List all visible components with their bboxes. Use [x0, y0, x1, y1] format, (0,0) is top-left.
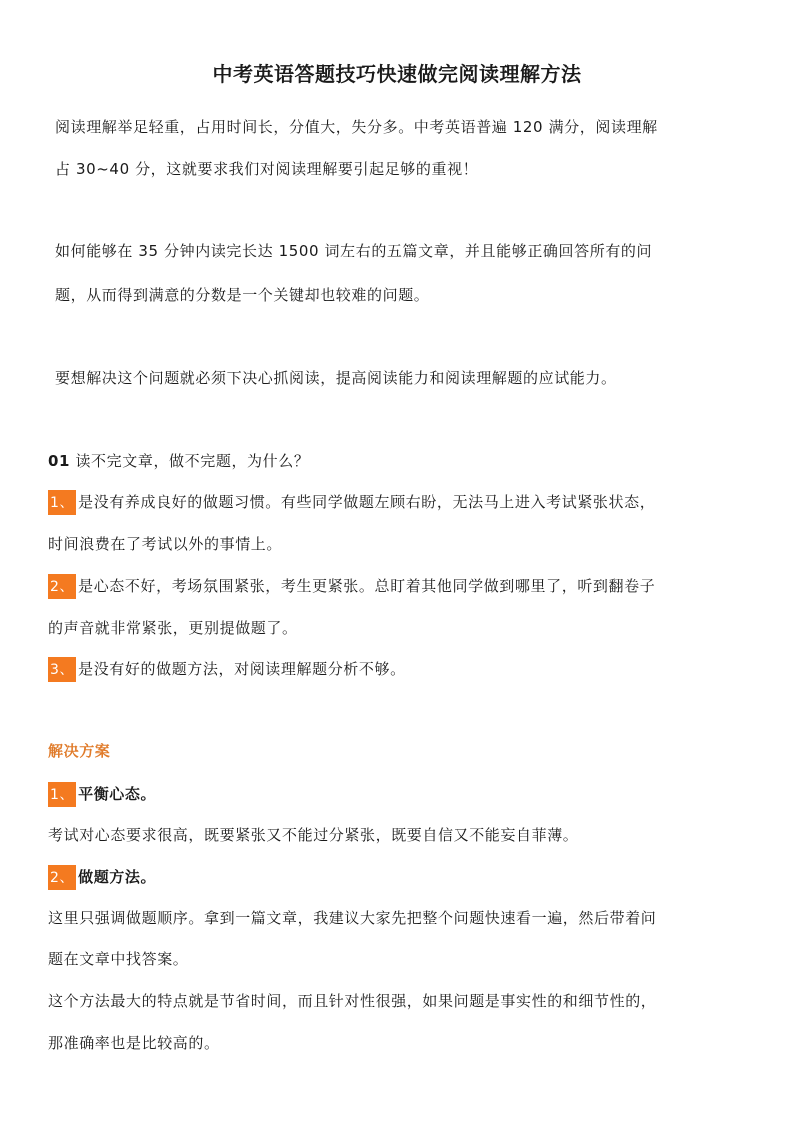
- solution-item-2: [48, 865, 768, 890]
- intro-paragraph-1-line-1: 阅读理解举足轻重，占用时间长，分值大，失分多。中考英语普遍 120 满分，阅读理解: [55, 118, 658, 136]
- section2-heading: 解决方案: [48, 742, 111, 760]
- reason-item-2: [48, 574, 768, 599]
- solution-item-2-text-line-1: 这里只强调做题顺序。拿到一篇文章，我建议大家先把整个问题快速看一遍，然后带着问: [48, 909, 657, 927]
- number-badge: 1、: [48, 490, 76, 515]
- section1-heading: [48, 450, 768, 471]
- intro-paragraph-2-line-2: 题，从而得到满意的分数是一个关键却也较难的问题。: [55, 286, 430, 304]
- section1-number: 01: [48, 452, 71, 470]
- reason-item-2-line-2: 的声音就非常紧张，更别提做题了。: [48, 619, 298, 637]
- intro-paragraph-1-line-2: 占 30~40 分，这就要求我们对阅读理解要引起足够的重视！: [55, 160, 479, 178]
- solution-item-2-text-line-4: 那准确率也是比较高的。: [48, 1034, 220, 1052]
- reason-item-1-line-2: 时间浪费在了考试以外的事情上。: [48, 535, 283, 553]
- solution-item-1: [48, 782, 768, 807]
- intro-paragraph-3: 要想解决这个问题就必须下决心抓阅读，提高阅读能力和阅读理解题的应试能力。: [55, 369, 617, 387]
- solution-item-1-label: 平衡心态。: [78, 785, 157, 803]
- reason-item-1-text: 是没有养成良好的做题习惯。有些同学做题左顾右盼，无法马上进入考试紧张状态，: [78, 493, 656, 511]
- solution-item-2-text-line-3: 这个方法最大的特点就是节省时间，而且针对性很强，如果问题是事实性的和细节性的，: [48, 992, 657, 1010]
- number-badge: 2、: [48, 865, 76, 890]
- solution-item-1-text: 考试对心态要求很高，既要紧张又不能过分紧张，既要自信又不能妄自菲薄。: [48, 826, 579, 844]
- solution-item-2-label: 做题方法。: [78, 868, 157, 886]
- section1-heading-text: 读不完文章，做不完题，为什么？: [75, 452, 310, 470]
- solution-item-2-text-line-2: 题在文章中找答案。: [48, 950, 189, 968]
- intro-paragraph-2-line-1: 如何能够在 35 分钟内读完长达 1500 词左右的五篇文章，并且能够正确回答所有的问: [55, 242, 653, 260]
- reason-item-3-text: 是没有好的做题方法，对阅读理解题分析不够。: [78, 660, 406, 678]
- number-badge: 1、: [48, 782, 76, 807]
- number-badge: 3、: [48, 657, 76, 682]
- reason-item-2-text: 是心态不好，考场氛围紧张，考生更紧张。总盯着其他同学做到哪里了，听到翻卷子: [78, 577, 656, 595]
- page-title: 中考英语答题技巧快速做完阅读理解方法: [212, 62, 582, 86]
- reason-item-1: [48, 490, 768, 515]
- number-badge: 2、: [48, 574, 76, 599]
- reason-item-3: [48, 657, 768, 682]
